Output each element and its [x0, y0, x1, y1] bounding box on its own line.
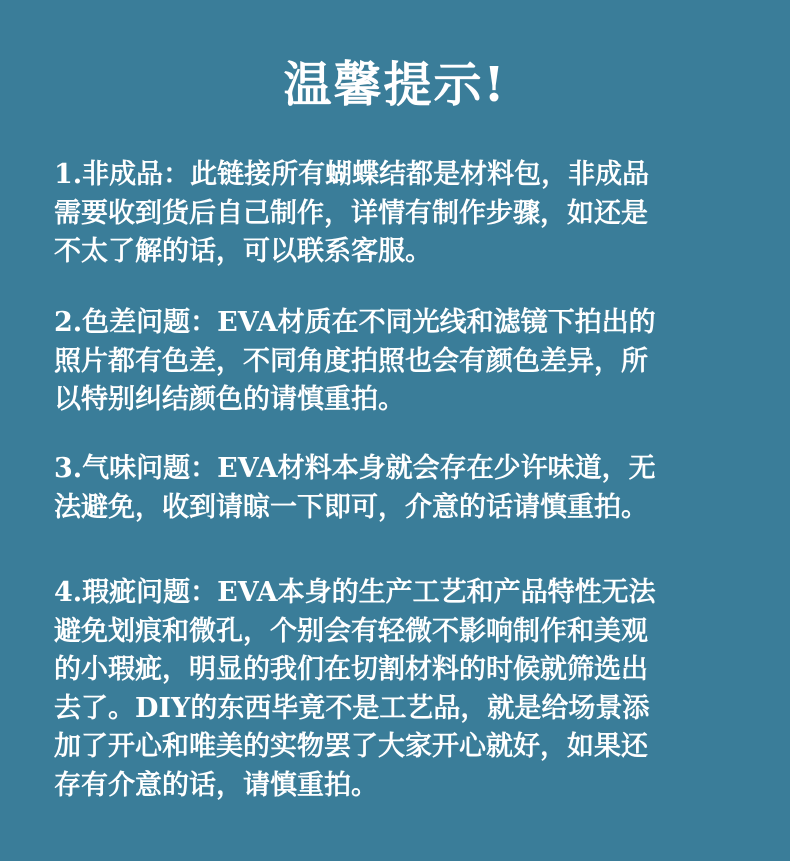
notice-line: 1.非成品：此链接所有蝴蝶结都是材料包，非成品 — [54, 159, 650, 190]
notice-item-defects — [54, 574, 744, 805]
notice-line: 需要收到货后自己制作，详情有制作步骤，如还是 — [54, 197, 648, 229]
notice-line: 去了。DIY的东西毕竟不是工艺品，就是给场景添 — [54, 692, 650, 724]
notice-line: 不太了解的话，可以联系客服。 — [54, 236, 432, 267]
notice-item-color-difference — [54, 304, 744, 420]
notice-line: 的小瑕疵，明显的我们在切割材料的时候就筛选出 — [54, 654, 648, 685]
notice-item-odor — [54, 450, 744, 527]
notice-line: 避免划痕和微孔，个别会有轻微不影响制作和美观 — [54, 615, 648, 647]
notice-line: 加了开心和唯美的实物罢了大家开心就好，如果还 — [54, 731, 648, 762]
notice-line: 3.气味问题：EVA材料本身就会存在少许味道，无 — [54, 453, 656, 484]
notice-item-not-finished-product — [54, 156, 744, 272]
notice-line: 4.瑕疵问题：EVA本身的生产工艺和产品特性无法 — [54, 577, 656, 608]
notice-line: 法避免，收到请晾一下即可，介意的话请慎重拍。 — [54, 491, 648, 523]
notice-line: 存有介意的话，请慎重拍。 — [54, 769, 378, 801]
notice-line: 2.色差问题：EVA材质在不同光线和滤镜下拍出的 — [54, 307, 656, 338]
page-title: 温馨提示! — [283, 57, 507, 113]
notice-line: 照片都有色差，不同角度拍照也会有颜色差异，所 — [54, 345, 648, 377]
notice-line: 以特别纠结颜色的请慎重拍。 — [54, 384, 405, 415]
